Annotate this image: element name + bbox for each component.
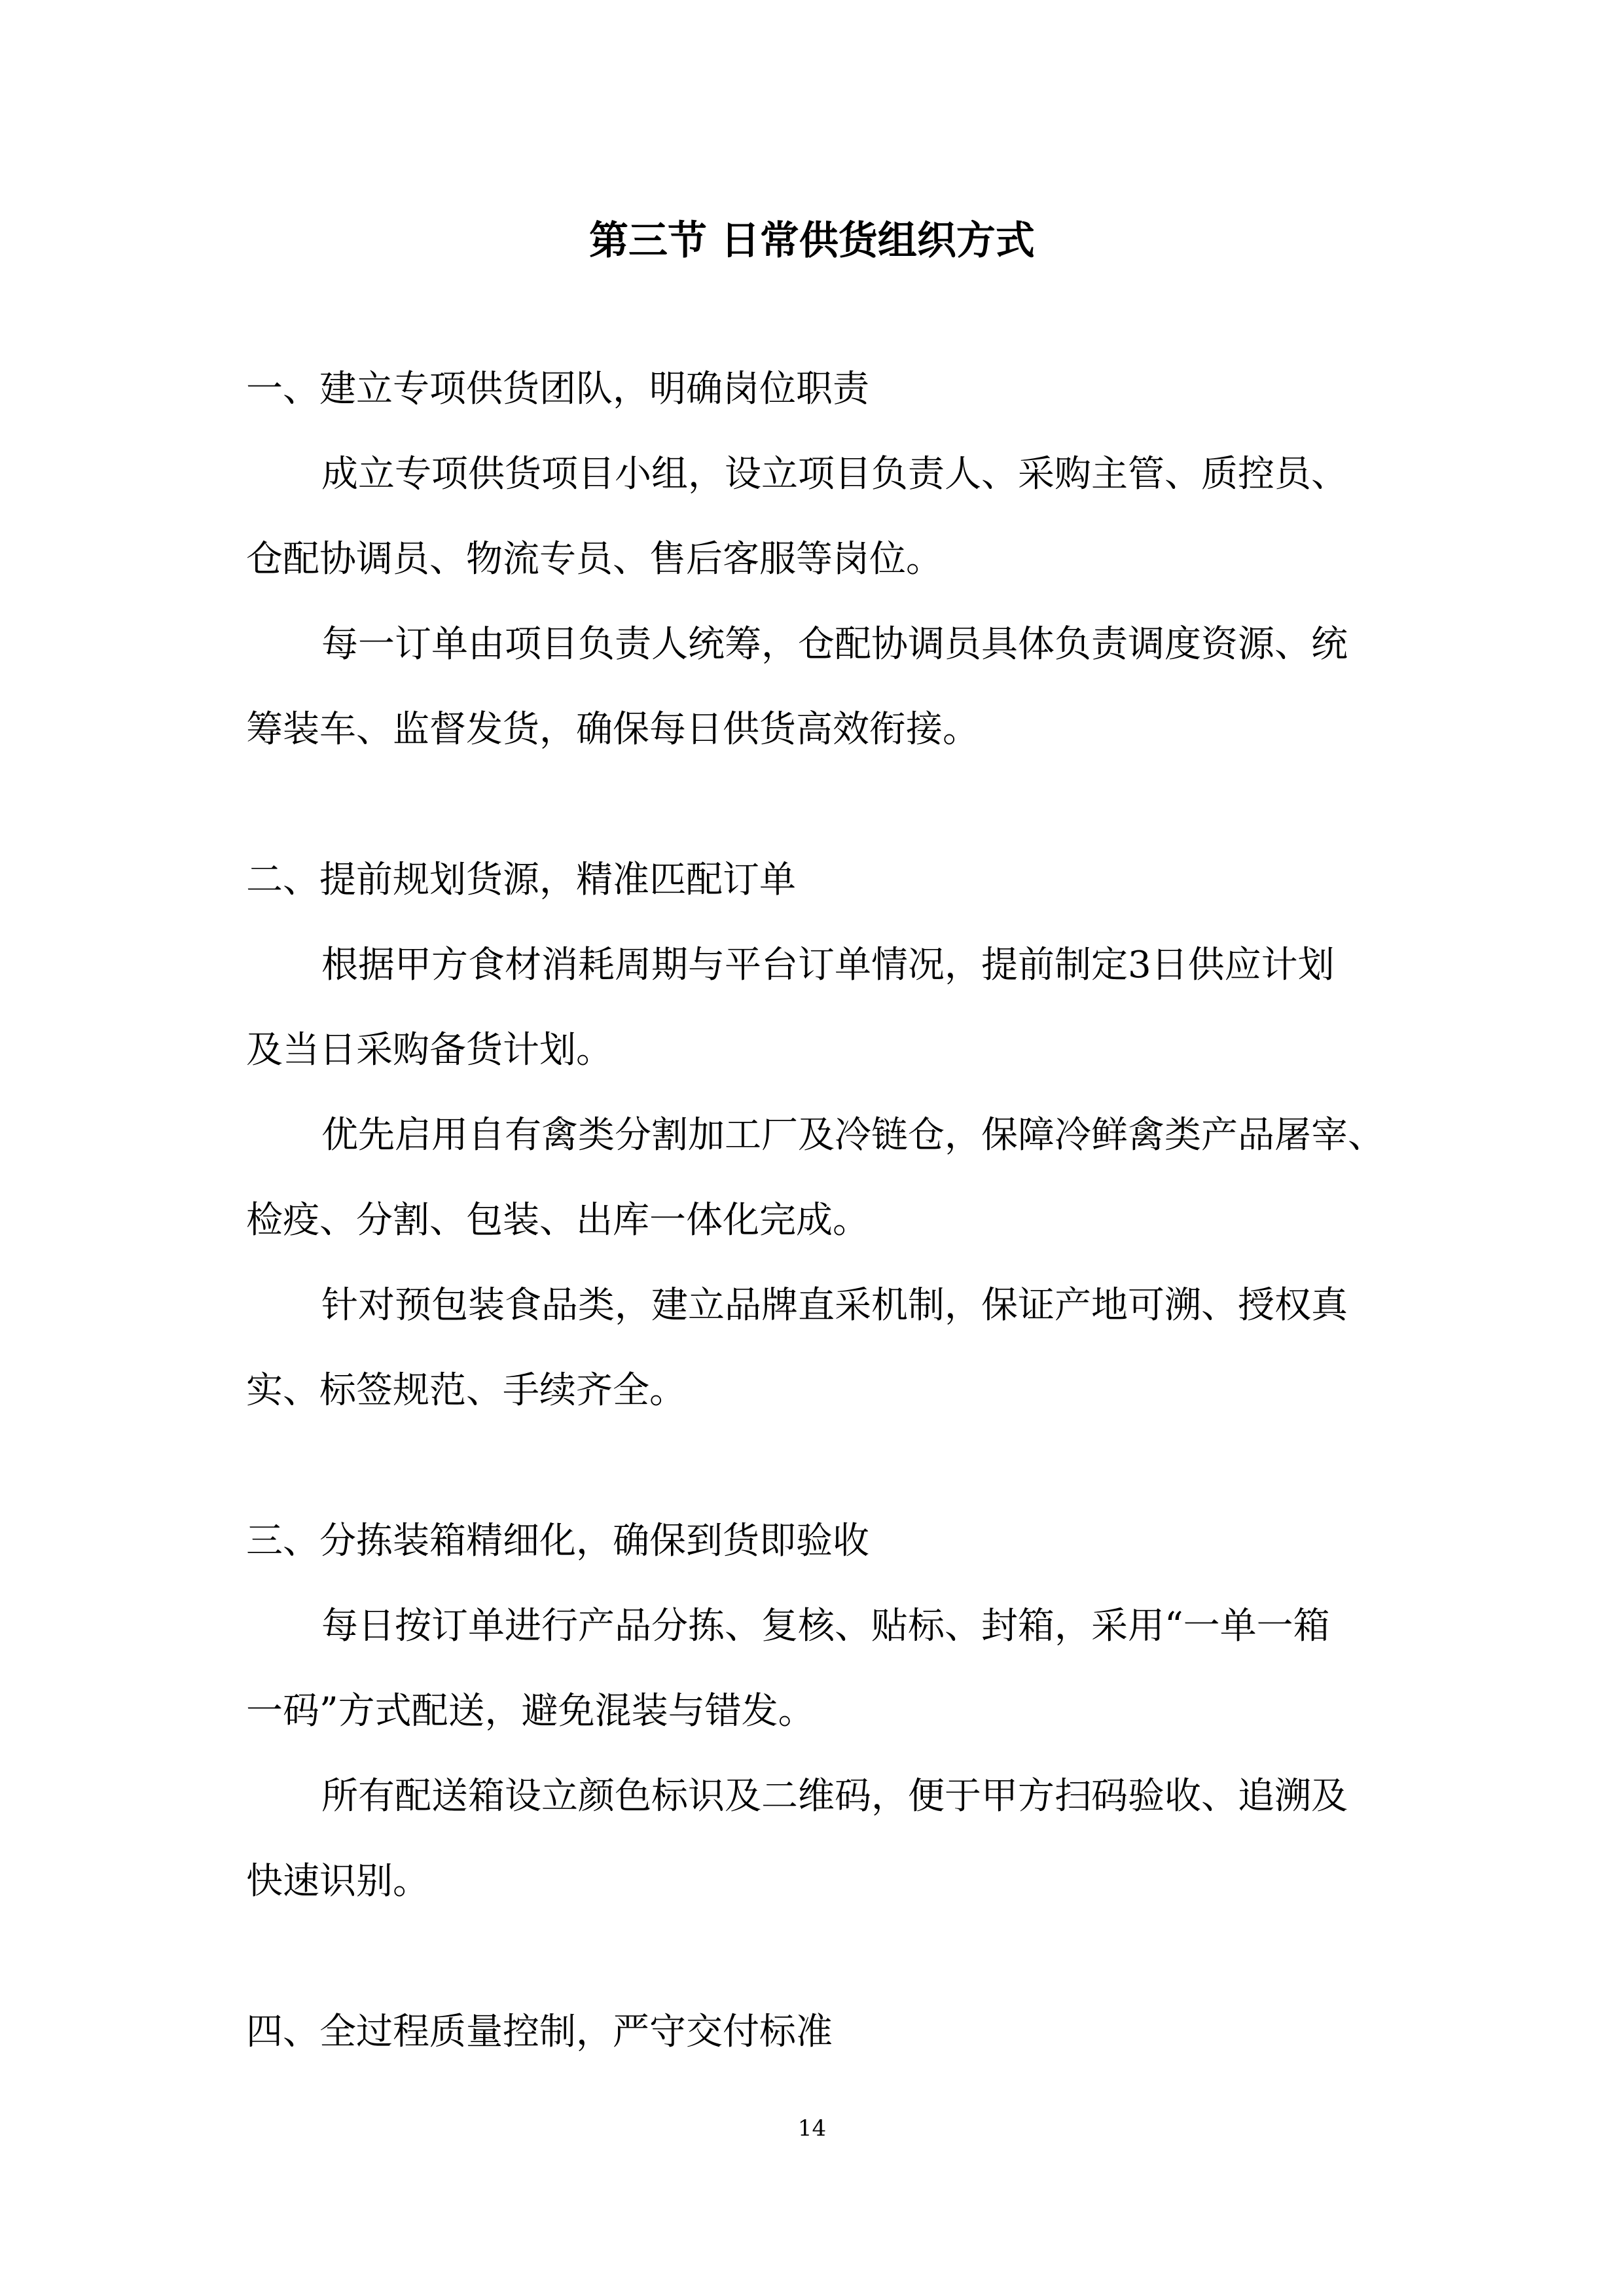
page-number: 14 xyxy=(797,2115,827,2142)
paragraph-line: 优先启用自有禽类分割加工厂及冷链仓，保障冷鲜禽类产品屠宰、 xyxy=(321,1114,1384,1157)
page-title: 第三节 日常供货组织方式 xyxy=(589,218,1035,264)
paragraph-line: 每日按订单进行产品分拣、复核、贴标、封箱，采用“一单一箱 xyxy=(321,1605,1330,1647)
paragraph-line: 及当日采购备货计划。 xyxy=(246,1029,613,1071)
paragraph-line: 筹装车、监督发货，确保每日供货高效衔接。 xyxy=(246,708,979,751)
paragraph-line: 所有配送箱设立颜色标识及二维码，便于甲方扫码验收、追溯及 xyxy=(321,1775,1348,1818)
paragraph-line: 仓配协调员、物流专员、售后客服等岗位。 xyxy=(246,538,943,581)
section-heading-1: 一、建立专项供货团队，明确岗位职责 xyxy=(246,368,869,410)
section-heading-3: 三、分拣装箱精细化，确保到货即验收 xyxy=(246,1520,869,1562)
section-heading-4: 四、全过程质量控制，严守交付标准 xyxy=(246,2011,833,2053)
paragraph-line: 检疫、分割、包装、出库一体化完成。 xyxy=(246,1199,869,1242)
paragraph-line: 每一订单由项目负责人统筹，仓配协调员具体负责调度资源、统 xyxy=(321,623,1348,666)
paragraph-line: 快速识别。 xyxy=(246,1860,429,1903)
paragraph-line: 根据甲方食材消耗周期与平台订单情况，提前制定3日供应计划 xyxy=(321,944,1335,986)
paragraph-line: 一码”方式配送，避免混装与错发。 xyxy=(246,1690,815,1732)
paragraph-line: 针对预包装食品类，建立品牌直采机制，保证产地可溯、授权真 xyxy=(321,1284,1348,1327)
paragraph-line: 成立专项供货项目小组，设立项目负责人、采购主管、质控员、 xyxy=(321,453,1348,495)
section-heading-2: 二、提前规划货源，精准匹配订单 xyxy=(246,859,796,901)
paragraph-line: 实、标签规范、手续齐全。 xyxy=(246,1369,686,1412)
